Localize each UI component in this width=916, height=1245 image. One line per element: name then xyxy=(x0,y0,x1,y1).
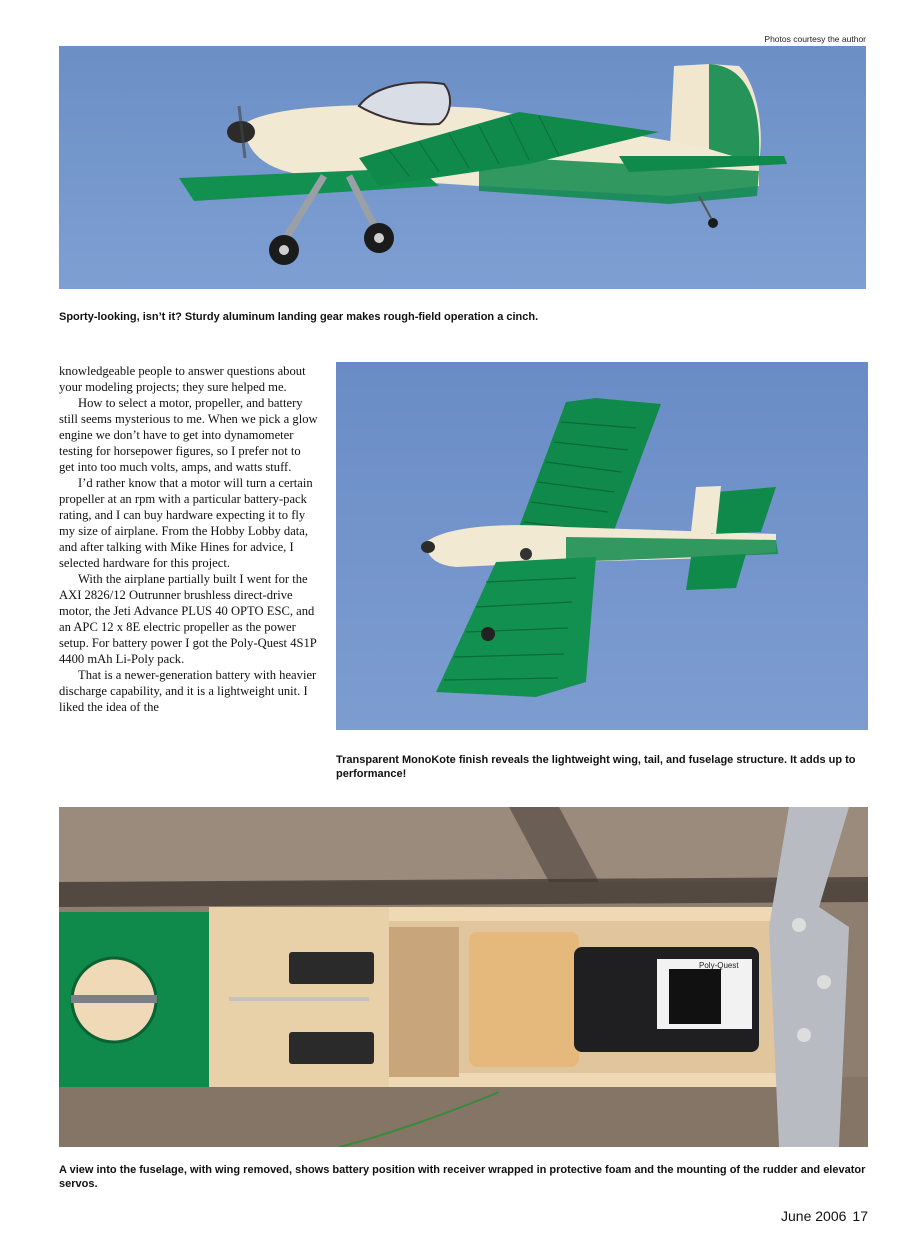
body-paragraph: How to select a motor, propeller, and battery still seems mysterious to me. When we pick a glow engine we don’t have to get into dynamometer testing for horsepower figures, so I prefer not to get into too much volts, amps, and watts stuff. xyxy=(59,396,318,474)
body-paragraph: That is a newer-generation battery with heavier discharge capability, and it is a lightweight unit. I liked the idea of the xyxy=(59,668,317,714)
body-paragraph: I’d rather know that a motor will turn a certain propeller at an rpm with a particular battery-pack rating, and I can buy hardware expecting it to fly my size of airplane. From the Hobby Lobby data, and after talking with Mike Hines for advice, I selected hardware for this project. xyxy=(59,476,313,570)
body-paragraph: With the airplane partially built I went for the AXI 2826/12 Outrunner brushless direct-drive motor, the Jeti Advance PLUS 40 OPTO ESC, and an APC 12 x 8E electric propeller as the power setup. For battery power I got the Poly-Quest 4S1P 4400 mAh Li-Poly pack. xyxy=(59,572,317,666)
caption-middle-photo: Transparent MonoKote finish reveals the lightweight wing, tail, and fuselage structure. It adds up to performance! xyxy=(336,754,856,780)
photo-plane-side-view xyxy=(59,46,866,289)
article-body-column xyxy=(59,363,319,715)
photo-credit: Photos courtesy the author xyxy=(764,34,866,44)
caption-bottom-photo: A view into the fuselage, with wing removed, shows battery position with receiver wrapped in protective foam and the mounting of the rudder and elevator servos. xyxy=(59,1164,866,1190)
photo-plane-banking xyxy=(336,362,868,730)
issue-date: June 2006 xyxy=(781,1208,847,1224)
page-number: 17 xyxy=(852,1208,868,1224)
photo-fuselage-interior xyxy=(59,807,868,1147)
caption-top-photo: Sporty-looking, isn’t it? Sturdy aluminum landing gear makes rough-field operation a cinch. xyxy=(59,311,539,323)
body-paragraph: knowledgeable people to answer questions about your modeling projects; they sure helped me. xyxy=(59,364,306,394)
page-folio xyxy=(700,1208,868,1224)
battery-label: Poly-Quest xyxy=(699,961,739,970)
